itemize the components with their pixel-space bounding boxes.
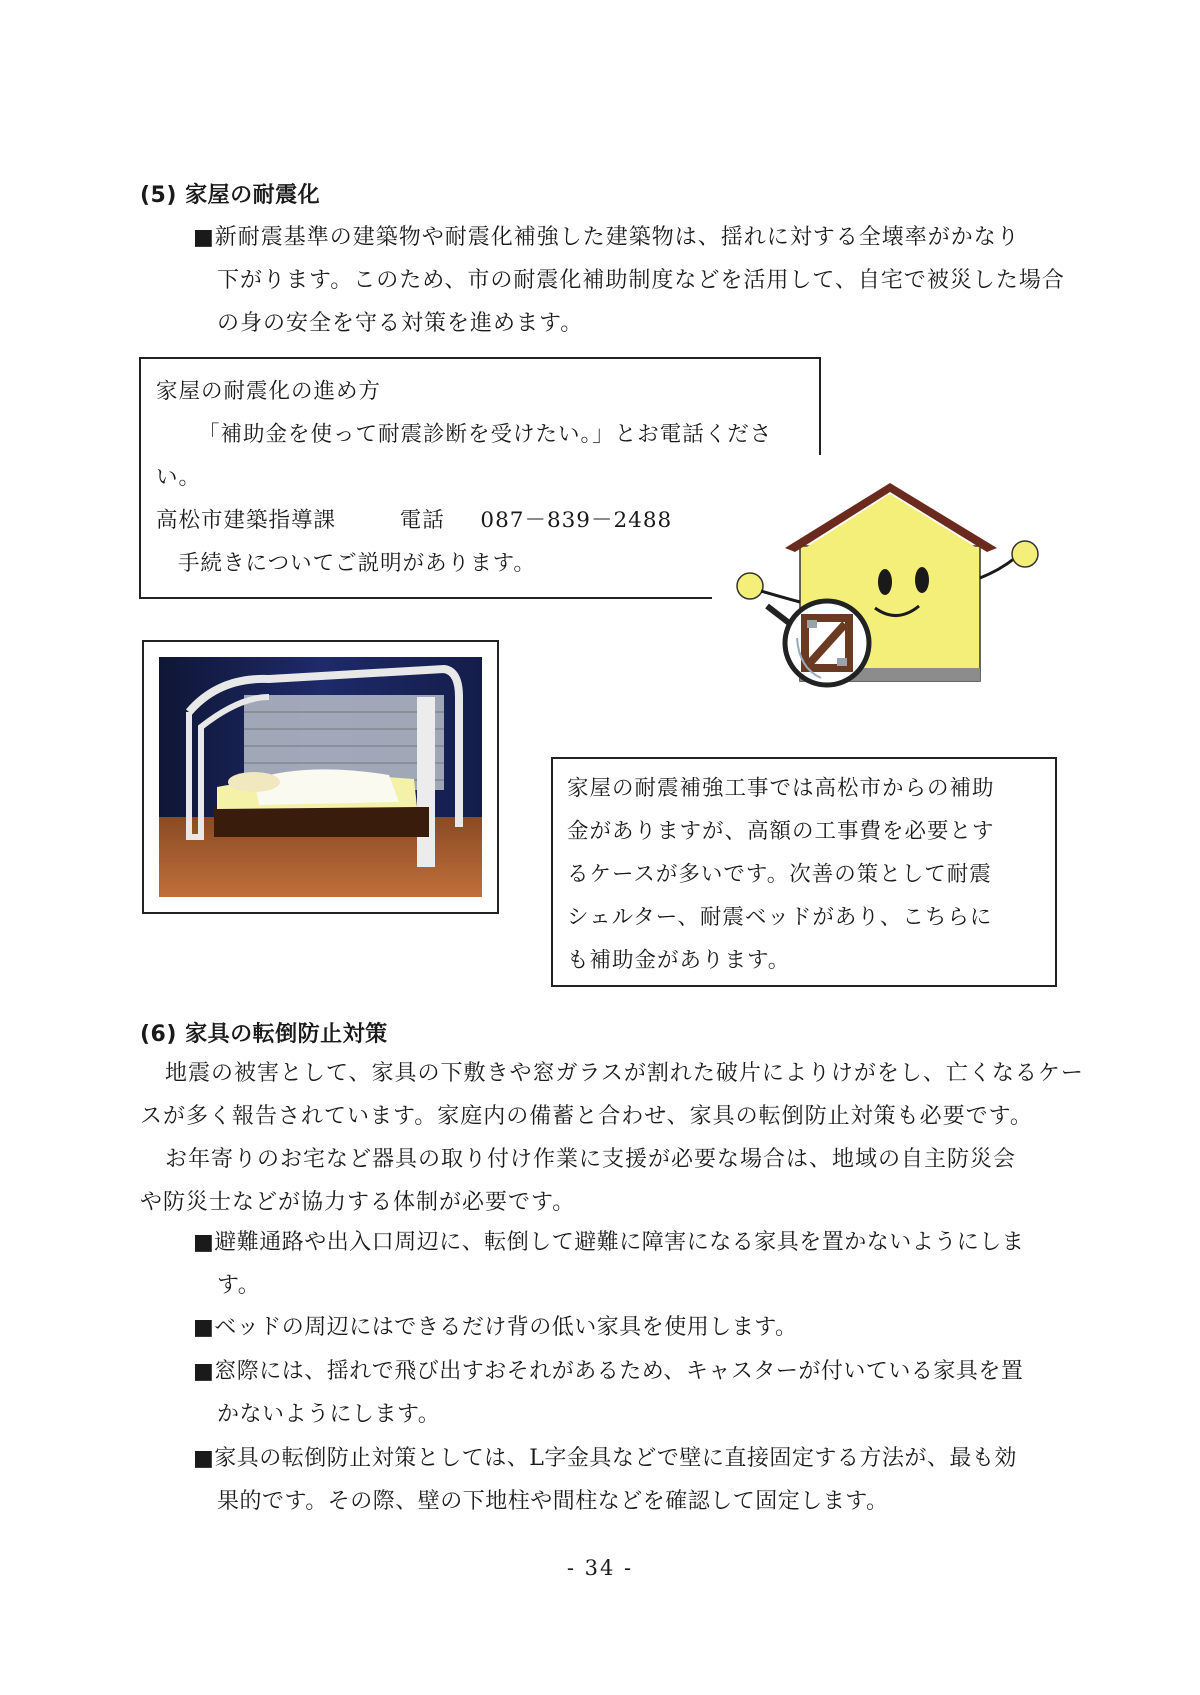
contact-line: [156, 499, 805, 542]
hand-left: [737, 573, 763, 599]
section-6-heading: (6) 家具の転倒防止対策: [140, 1022, 388, 1047]
arm-left: [761, 591, 800, 602]
hand-right: [1012, 541, 1038, 567]
shelter-box-line: るケースが多いです。次善の策として耐震: [567, 862, 992, 887]
furniture-bullet-1: ■避難通路や出入口周辺に、転倒して避難に障害になる家具を置かないようにしま す。: [193, 1230, 1025, 1298]
bullet-mark: ■: [193, 1446, 215, 1471]
section-6-paragraphs: [140, 1052, 1084, 1224]
shelter-subsidy-box: [551, 757, 1057, 987]
bullet-mark: ■: [193, 225, 215, 250]
section-5-heading: (5) 家屋の耐震化: [140, 183, 321, 208]
phone-label: 電話: [399, 508, 445, 533]
furniture-bullet-3: ■窓際には、揺れで飛び出すおそれがあるため、キャスターが付いている家具を置 かないようにします。: [193, 1359, 1024, 1427]
bed-base: [214, 807, 429, 837]
shelter-bed-photo: [159, 657, 482, 897]
info-box-note: 手続きについてご説明があります。: [178, 551, 536, 576]
furniture-bullet-2: ■ベッドの周辺にはできるだけ背の低い家具を使用します。: [193, 1315, 798, 1340]
arm-right: [980, 558, 1015, 578]
phone-number: 087－839－2488: [480, 508, 673, 533]
paragraph-line: スが多く報告されています。家庭内の備蓄と合わせ、家具の転倒防止対策も必要です。: [140, 1104, 1033, 1129]
bullet-mark: ■: [193, 1315, 215, 1340]
shelter-box-line: も補助金があります。: [567, 948, 791, 973]
info-box-title: 家屋の耐震化の進め方: [156, 379, 382, 404]
section-5-bullet: ■新耐震基準の建築物や耐震化補強した建築物は、揺れに対する全壊率がかなり 下がります。このため、市の耐震化補助制度などを活用して、自宅で被災した場合 の身の安全を守る対策を進めます。: [193, 225, 1065, 336]
furniture-bullet-4: ■家具の転倒防止対策としては、L字金具などで壁に直接固定する方法が、最も効 果的です。その際、壁の下地柱や間柱などを確認して固定します。: [193, 1446, 1017, 1514]
paragraph-line: 地震の被害として、家具の下敷きや窓ガラスが割れた破片によりけがをし、亡くなるケー: [165, 1061, 1084, 1086]
info-box-line: 「補助金を使って耐震診断を受けたい。」とお電話くださ: [198, 422, 773, 447]
info-box-line: い。: [156, 465, 202, 490]
shelter-box-line: シェルター、耐震ベッドがあり、こちらに: [567, 905, 993, 930]
shelter-box-line: 金がありますが、高額の工事費を必要とす: [567, 819, 995, 844]
house-mascot-illustration: [725, 478, 1055, 693]
brace-bracket: [807, 620, 817, 628]
brace-bracket: [837, 658, 847, 666]
shelter-bed-photo-frame: [142, 640, 499, 914]
paragraph-line: や防災士などが協力する体制が必要です。: [140, 1190, 576, 1215]
paragraph-line: お年寄りのお宅など器具の取り付け作業に支援が必要な場合は、地域の自主防災会: [165, 1147, 1017, 1172]
shelter-box-line: 家屋の耐震補強工事では高松市からの補助: [567, 776, 995, 801]
page-number: - 34 -: [566, 1556, 634, 1580]
shelter-leg-right: [417, 697, 435, 867]
office-name: 高松市建築指導課: [156, 508, 337, 533]
eye-left: [878, 569, 892, 595]
bullet-mark: ■: [193, 1359, 215, 1384]
bed-pillow: [228, 772, 280, 792]
eye-right: [915, 567, 929, 593]
bullet-mark: ■: [193, 1230, 215, 1255]
